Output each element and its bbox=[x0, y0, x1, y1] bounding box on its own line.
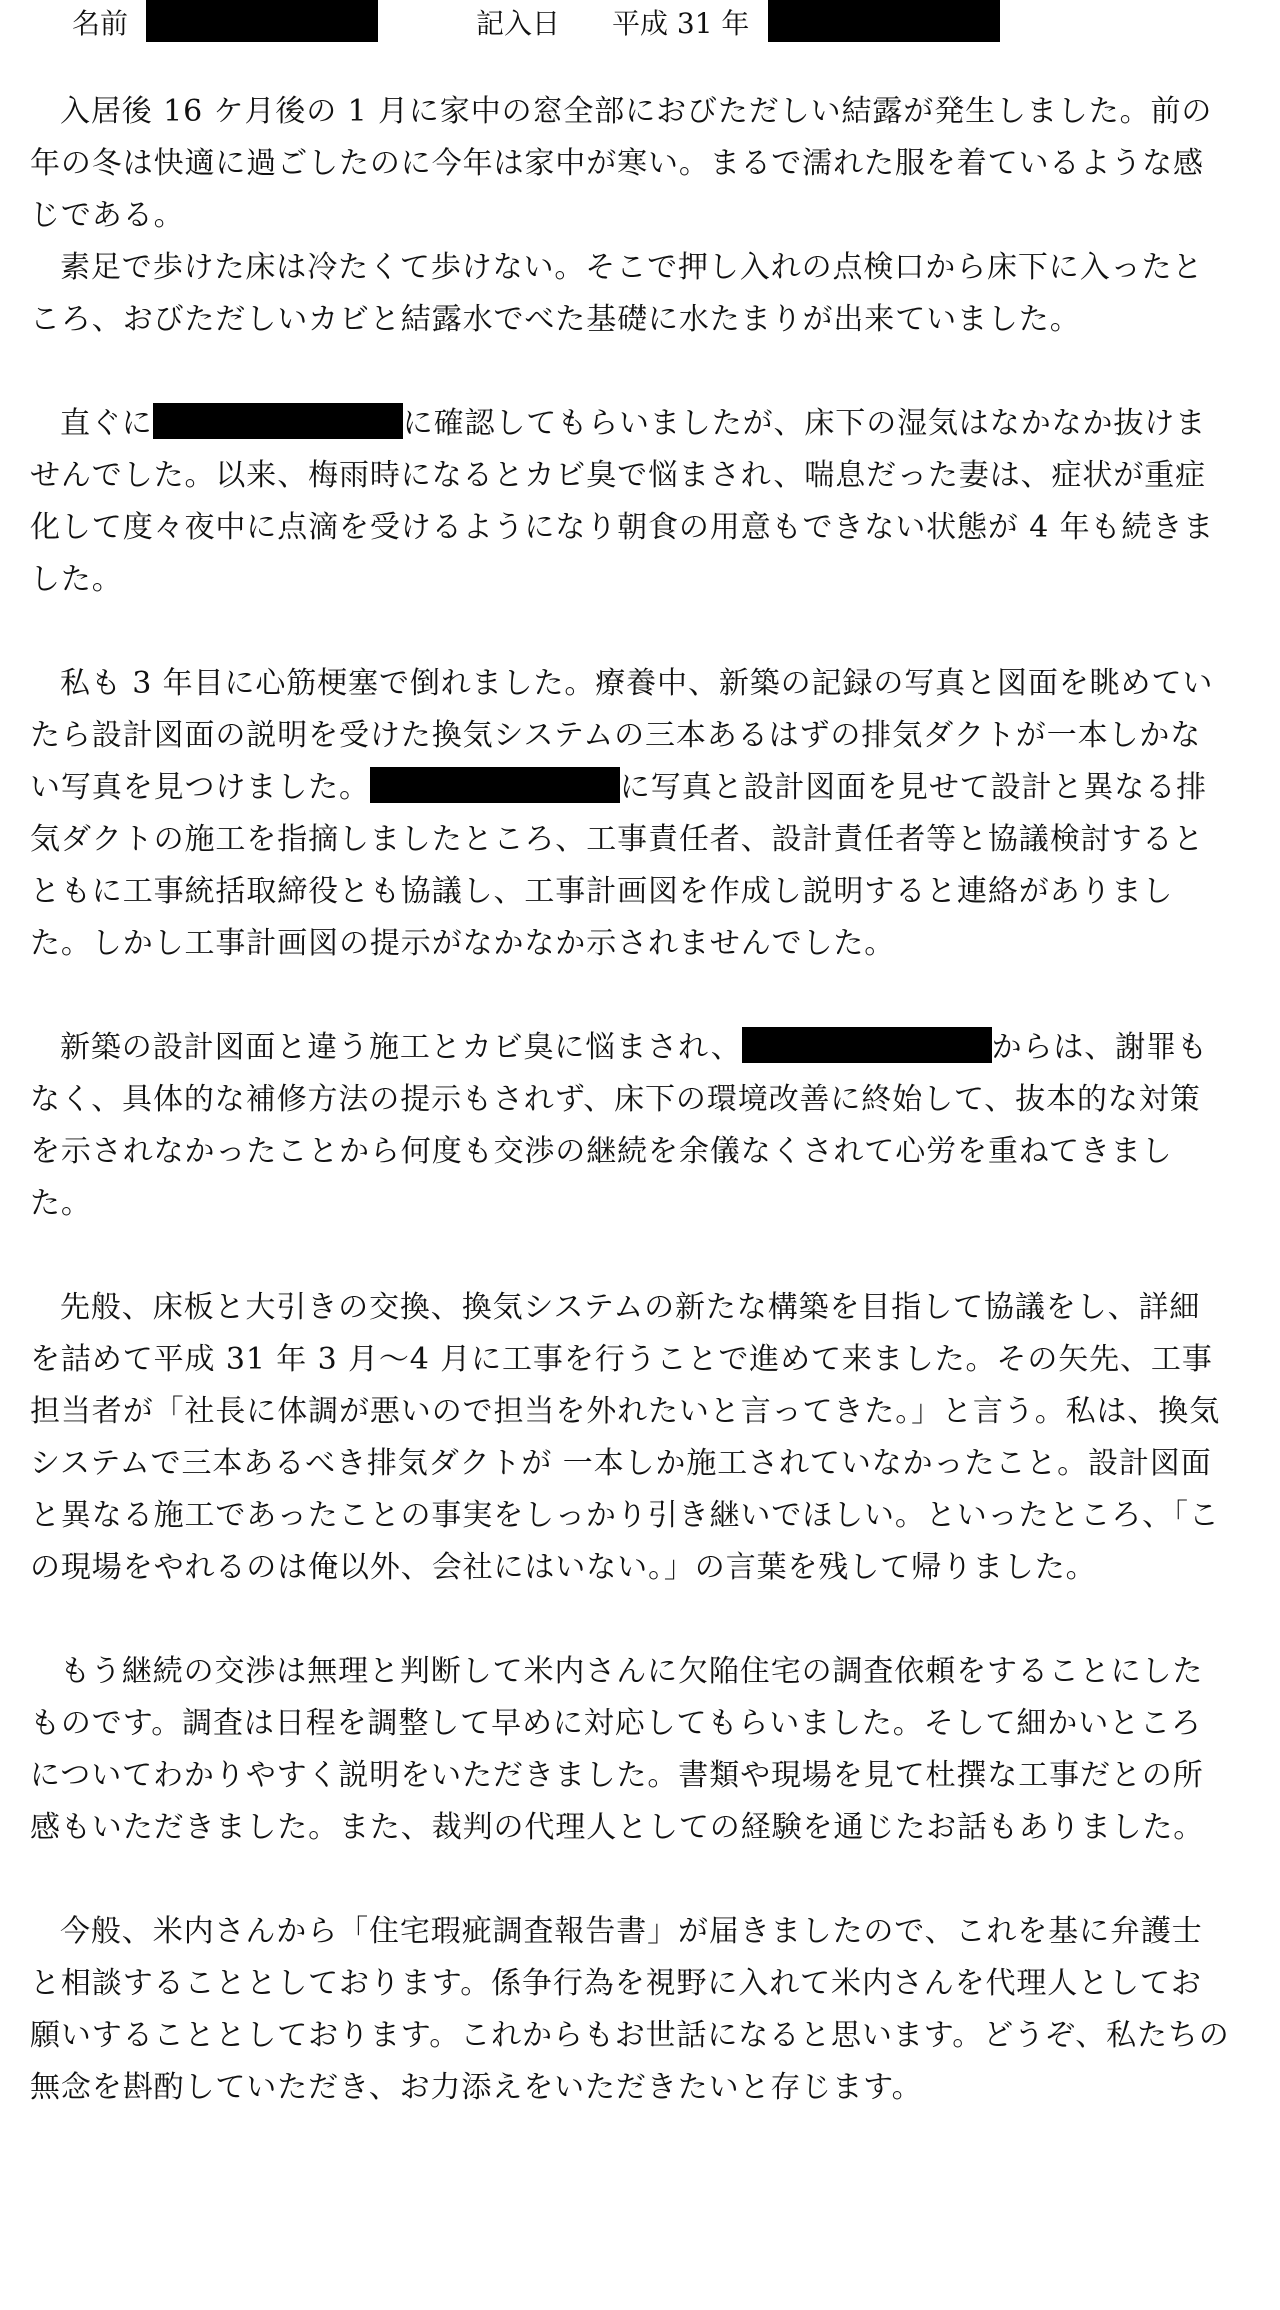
paragraph-7 bbox=[30, 1646, 1230, 1854]
company-name-redaction bbox=[742, 1027, 992, 1063]
name-redaction bbox=[146, 0, 378, 42]
paragraph-1 bbox=[30, 86, 1230, 242]
company-name-redaction bbox=[153, 403, 403, 439]
paragraph-5-text-after: からは、謝罪もなく、具体的な補修方法の提示もされず、床下の環境改善に終始して、抜本的な対策を示されなかったことから何度も交渉の継続を余儀なくされて心労を重ねてきました。 bbox=[30, 1030, 1208, 1221]
paragraph-6 bbox=[30, 1282, 1230, 1594]
entry-date-era-year: 平成 31 年 bbox=[612, 7, 750, 40]
name-label: 名前 bbox=[72, 7, 129, 40]
paragraph-3 bbox=[30, 398, 1230, 606]
entry-date-label: 記入日 bbox=[476, 7, 561, 40]
paragraph-2-text: 素足で歩けた床は冷たくて歩けない。そこで押し入れの点検口から床下に入ったところ、おびただしいカビと結露水でべた基礎に水たまりが出来ていました。 bbox=[30, 250, 1204, 337]
paragraph-5-text-before: 新築の設計図面と違う施工とカビ臭に悩まされ、 bbox=[60, 1030, 742, 1065]
paragraph-8 bbox=[30, 1906, 1230, 2114]
paragraph-8-text: 今般、米内さんから「住宅瑕疵調査報告書」が届きましたので、これを基に弁護士と相談することとしております。係争行為を視野に入れて米内さんを代理人としてお願いすることとしております。これからもお世話になると思います。どうぞ、私たちの無念を斟酌していただき、お力添えをいただきたいと存じます。 bbox=[30, 1914, 1230, 2105]
paragraph-3-text-after: に確認してもらいましたが、床下の湿気はなかなか抜けませんでした。以来、梅雨時になるとカビ臭で悩まされ、喘息だった妻は、症状が重症化して度々夜中に点滴を受けるようになり朝食の用意もできない状態が 4 年も続きました。 bbox=[30, 406, 1215, 597]
paragraph-7-text: もう継続の交渉は無理と判断して米内さんに欠陥住宅の調査依頼をすることにしたものです。調査は日程を調整して早めに対応してもらいました。そして細かいところについてわかりやすく説明をいただきました。書類や現場を見て杜撰な工事だとの所感もいただきました。また、裁判の代理人としての経験を通じたお話もありました。 bbox=[30, 1654, 1205, 1845]
paragraph-4-text-before: 私も 3 年目に心筋梗塞で倒れました。療養中、新築の記録の写真と図面を眺めていたら設計図面の説明を受けた換気システムの三本あるはずの排気ダクトが一本しかない写真を見つけました。 bbox=[30, 666, 1214, 805]
company-name-redaction bbox=[370, 767, 620, 803]
paragraph-4-text-after: に写真と設計図面を見せて設計と異なる排気ダクトの施工を指摘しましたところ、工事責任者、設計責任者等と協議検討するとともに工事統括取締役とも協議し、工事計画図を作成し説明すると連絡がありました。しかし工事計画図の提示がなかなか示されませんでした。 bbox=[30, 770, 1208, 961]
paragraph-3-text-before: 直ぐに bbox=[60, 406, 153, 441]
letter-body bbox=[30, 86, 1230, 2114]
header-row bbox=[0, 0, 1280, 48]
paragraph-1-text: 入居後 16 ケ月後の 1 月に家中の窓全部におびただしい結露が発生しました。前の年の冬は快適に過ごしたのに今年は家中が寒い。まるで濡れた服を着ているような感じである。 bbox=[30, 94, 1213, 233]
paragraph-4 bbox=[30, 658, 1230, 970]
paragraph-5 bbox=[30, 1022, 1230, 1230]
paragraph-2 bbox=[30, 242, 1230, 346]
entry-date-redaction bbox=[768, 0, 1000, 42]
paragraph-6-text: 先般、床板と大引きの交換、換気システムの新たな構築を目指して協議をし、詳細を詰めて平成 31 年 3 月～4 月に工事を行うことで進めて来ました。その矢先、工事担当者が「社長に体調が悪いので担当を外れたいと言ってきた。」と言う。私は、換気システムで三本あるべき排気ダクトが 一本しか施工されていなかったこと。設計図面と異なる施工であったことの事実をしっかり引き継いでほしい。といったところ、「この現場をやれるのは俺以外、会社にはいない。」の言葉を残して帰りました。 bbox=[30, 1290, 1221, 1585]
